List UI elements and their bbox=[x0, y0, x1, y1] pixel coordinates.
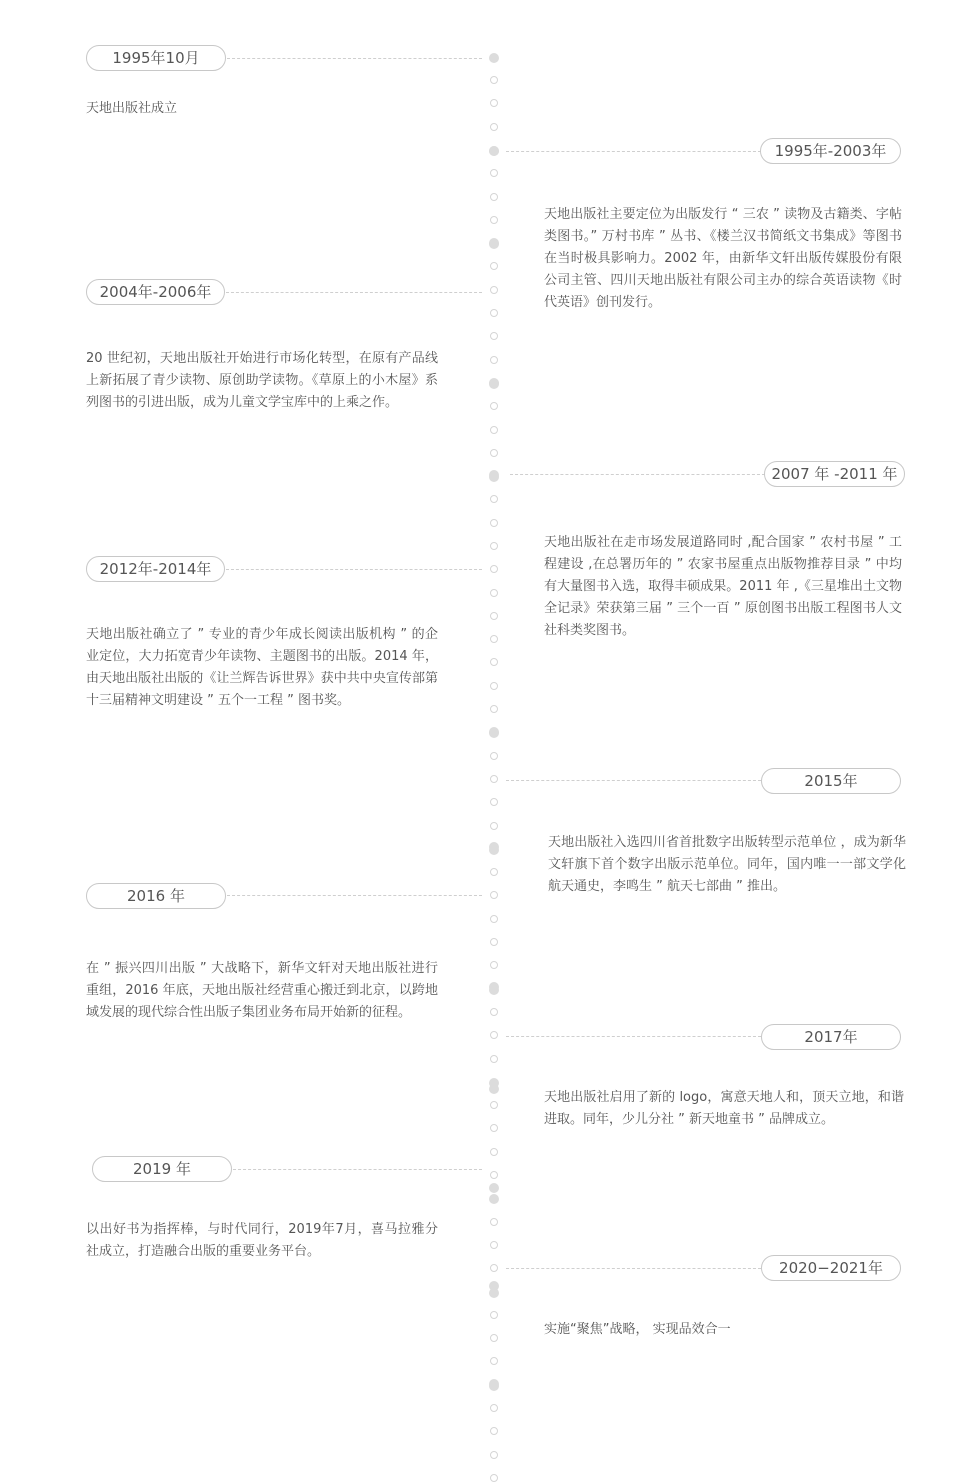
timeline-dot bbox=[490, 1264, 498, 1272]
timeline-dot bbox=[490, 589, 498, 597]
connector-line bbox=[233, 1169, 482, 1170]
timeline-dot bbox=[490, 332, 498, 340]
timeline-dot bbox=[490, 76, 498, 84]
year-badge: 1995年10月 bbox=[86, 45, 226, 71]
timeline-dot bbox=[490, 426, 498, 434]
timeline-dot bbox=[490, 1031, 498, 1039]
timeline-dot bbox=[490, 752, 498, 760]
timeline-dot bbox=[490, 519, 498, 527]
connector-line bbox=[226, 569, 482, 570]
entry-text: 以出好书为指挥棒，与时代同行，2019年7月，喜马拉雅分社成立，打造融合出版的重要业务平台。 bbox=[86, 1222, 438, 1259]
timeline-dot bbox=[490, 1427, 498, 1435]
timeline-dot bbox=[490, 216, 498, 224]
timeline-dot bbox=[490, 915, 498, 923]
timeline-dot bbox=[490, 1055, 498, 1063]
timeline-dot bbox=[490, 495, 498, 503]
entry-text: 实施“聚焦”战略， 实现品效合一 bbox=[544, 1322, 731, 1337]
timeline-dot bbox=[490, 1008, 498, 1016]
timeline-dot bbox=[490, 1241, 498, 1249]
year-badge: 2004年-2006年 bbox=[86, 279, 225, 305]
timeline-dot bbox=[490, 635, 498, 643]
timeline-dot bbox=[490, 169, 498, 177]
connector-line bbox=[226, 292, 482, 293]
entry-text: 天地出版社成立 bbox=[86, 101, 178, 116]
timeline-dot bbox=[489, 982, 499, 992]
year-badge: 2012年-2014年 bbox=[86, 556, 225, 582]
timeline-dot bbox=[489, 1379, 499, 1389]
year-badge: 2015年 bbox=[761, 768, 901, 794]
year-badge: 2007 年 -2011 年 bbox=[764, 461, 905, 487]
timeline-dot bbox=[490, 1334, 498, 1342]
timeline-dot bbox=[489, 1183, 499, 1193]
timeline-dot bbox=[489, 470, 499, 480]
entry-text: 天地出版社主要定位为出版发行 “ 三农 ” 读物及古籍类、字帖类图书。” 万村书库 ” 丛书、《楼兰汉书简纸文书集成》等图书在当时极具影响力。2002 年，由新华文轩出版传媒股份有限公司主管、四川天地出版社有限公司主办的综合英语读物《时代英语》创刊发行。 bbox=[544, 207, 902, 310]
timeline-dot bbox=[490, 961, 498, 969]
timeline-dot bbox=[490, 542, 498, 550]
connector-line bbox=[506, 1036, 761, 1037]
entry-text: 在 ” 振兴四川出版 ” 大战略下，新华文轩对天地出版社进行重组，2016 年底，天地出版社经营重心搬迁到北京，以跨地域发展的现代综合性出版子集团业务布局开始新的征程。 bbox=[86, 961, 438, 1020]
timeline-dot bbox=[490, 1451, 498, 1459]
timeline-dot bbox=[490, 1101, 498, 1109]
year-badge: 2020−2021年 bbox=[761, 1255, 901, 1281]
timeline-dot bbox=[490, 286, 498, 294]
timeline-dot bbox=[489, 842, 499, 852]
timeline-dot bbox=[490, 1218, 498, 1226]
timeline-dot bbox=[490, 123, 498, 131]
timeline-dot bbox=[490, 309, 498, 317]
timeline-dot bbox=[490, 99, 498, 107]
connector-line bbox=[510, 474, 765, 475]
timeline-dot bbox=[490, 775, 498, 783]
timeline-dot bbox=[490, 402, 498, 410]
timeline-dot bbox=[490, 658, 498, 666]
timeline-dot bbox=[490, 868, 498, 876]
timeline-dot bbox=[490, 1357, 498, 1365]
connector-line bbox=[506, 780, 761, 781]
connector-line bbox=[227, 895, 482, 896]
timeline-axis bbox=[489, 0, 501, 1480]
timeline-dot bbox=[490, 705, 498, 713]
timeline-dot bbox=[490, 193, 498, 201]
timeline-dot bbox=[490, 612, 498, 620]
timeline-dot bbox=[489, 727, 499, 737]
entry-text: 天地出版社在走市场发展道路同时 ,配合国家 ” 农村书屋 ” 工程建设 ,在总署历年的 ” 农家书屋重点出版物推荐目录 ” 中均有大量图书入选，取得丰硕成果。2011 年 ,《三星堆出土文物全记录》荣获第三届 ” 三个一百 ” 原创图书出版工程图书人文社科类奖图书。 bbox=[544, 535, 902, 638]
timeline-dot bbox=[490, 822, 498, 830]
timeline-dot bbox=[489, 238, 499, 248]
timeline-dot bbox=[490, 798, 498, 806]
year-badge: 1995年-2003年 bbox=[760, 138, 901, 164]
timeline-dot bbox=[490, 1404, 498, 1412]
timeline-dot bbox=[490, 262, 498, 270]
timeline-dot bbox=[490, 891, 498, 899]
timeline-dot bbox=[490, 449, 498, 457]
timeline-dot bbox=[490, 938, 498, 946]
timeline-dot bbox=[489, 378, 499, 388]
entry-text: 20 世纪初，天地出版社开始进行市场化转型，在原有产品线上新拓展了青少读物、原创助学读物。《草原上的小木屋》系列图书的引进出版，成为儿童文学宝库中的上乘之作。 bbox=[86, 351, 438, 410]
timeline-dot bbox=[489, 1084, 499, 1094]
year-badge: 2019 年 bbox=[92, 1156, 232, 1182]
year-badge: 2016 年 bbox=[86, 883, 226, 909]
connector-line bbox=[506, 151, 761, 152]
connector-line bbox=[506, 1268, 761, 1269]
timeline-dot bbox=[490, 1474, 498, 1482]
timeline-dot bbox=[490, 682, 498, 690]
timeline-dot bbox=[489, 1194, 499, 1204]
timeline-dot bbox=[490, 1124, 498, 1132]
timeline-dot bbox=[489, 1281, 499, 1291]
timeline-dot bbox=[490, 565, 498, 573]
timeline-dot bbox=[489, 146, 499, 156]
timeline-dot bbox=[489, 53, 499, 63]
timeline-dot bbox=[490, 356, 498, 364]
timeline-dot bbox=[490, 1148, 498, 1156]
timeline-dot bbox=[490, 1171, 498, 1179]
connector-line bbox=[227, 58, 482, 59]
timeline-dot bbox=[490, 1311, 498, 1319]
entry-text: 天地出版社确立了 ” 专业的青少年成长阅读出版机构 ” 的企业定位，大力拓宽青少年读物、主题图书的出版。2014 年，由天地出版社出版的《让兰辉告诉世界》获中共中央宣传部第十三届精神文明建设 ” 五个一工程 ” 图书奖。 bbox=[86, 627, 438, 708]
entry-text: 天地出版社启用了新的 logo，寓意天地人和，顶天立地，和谐进取。同年，少儿分社 ” 新天地童书 ” 品牌成立。 bbox=[544, 1090, 904, 1127]
entry-text: 天地出版社入选四川省首批数字出版转型示范单位 ，成为新华文轩旗下首个数字出版示范单位。同年，国内唯一一部文学化航天通史，李鸣生 ” 航天七部曲 ” 推出。 bbox=[548, 835, 906, 894]
year-badge: 2017年 bbox=[761, 1024, 901, 1050]
